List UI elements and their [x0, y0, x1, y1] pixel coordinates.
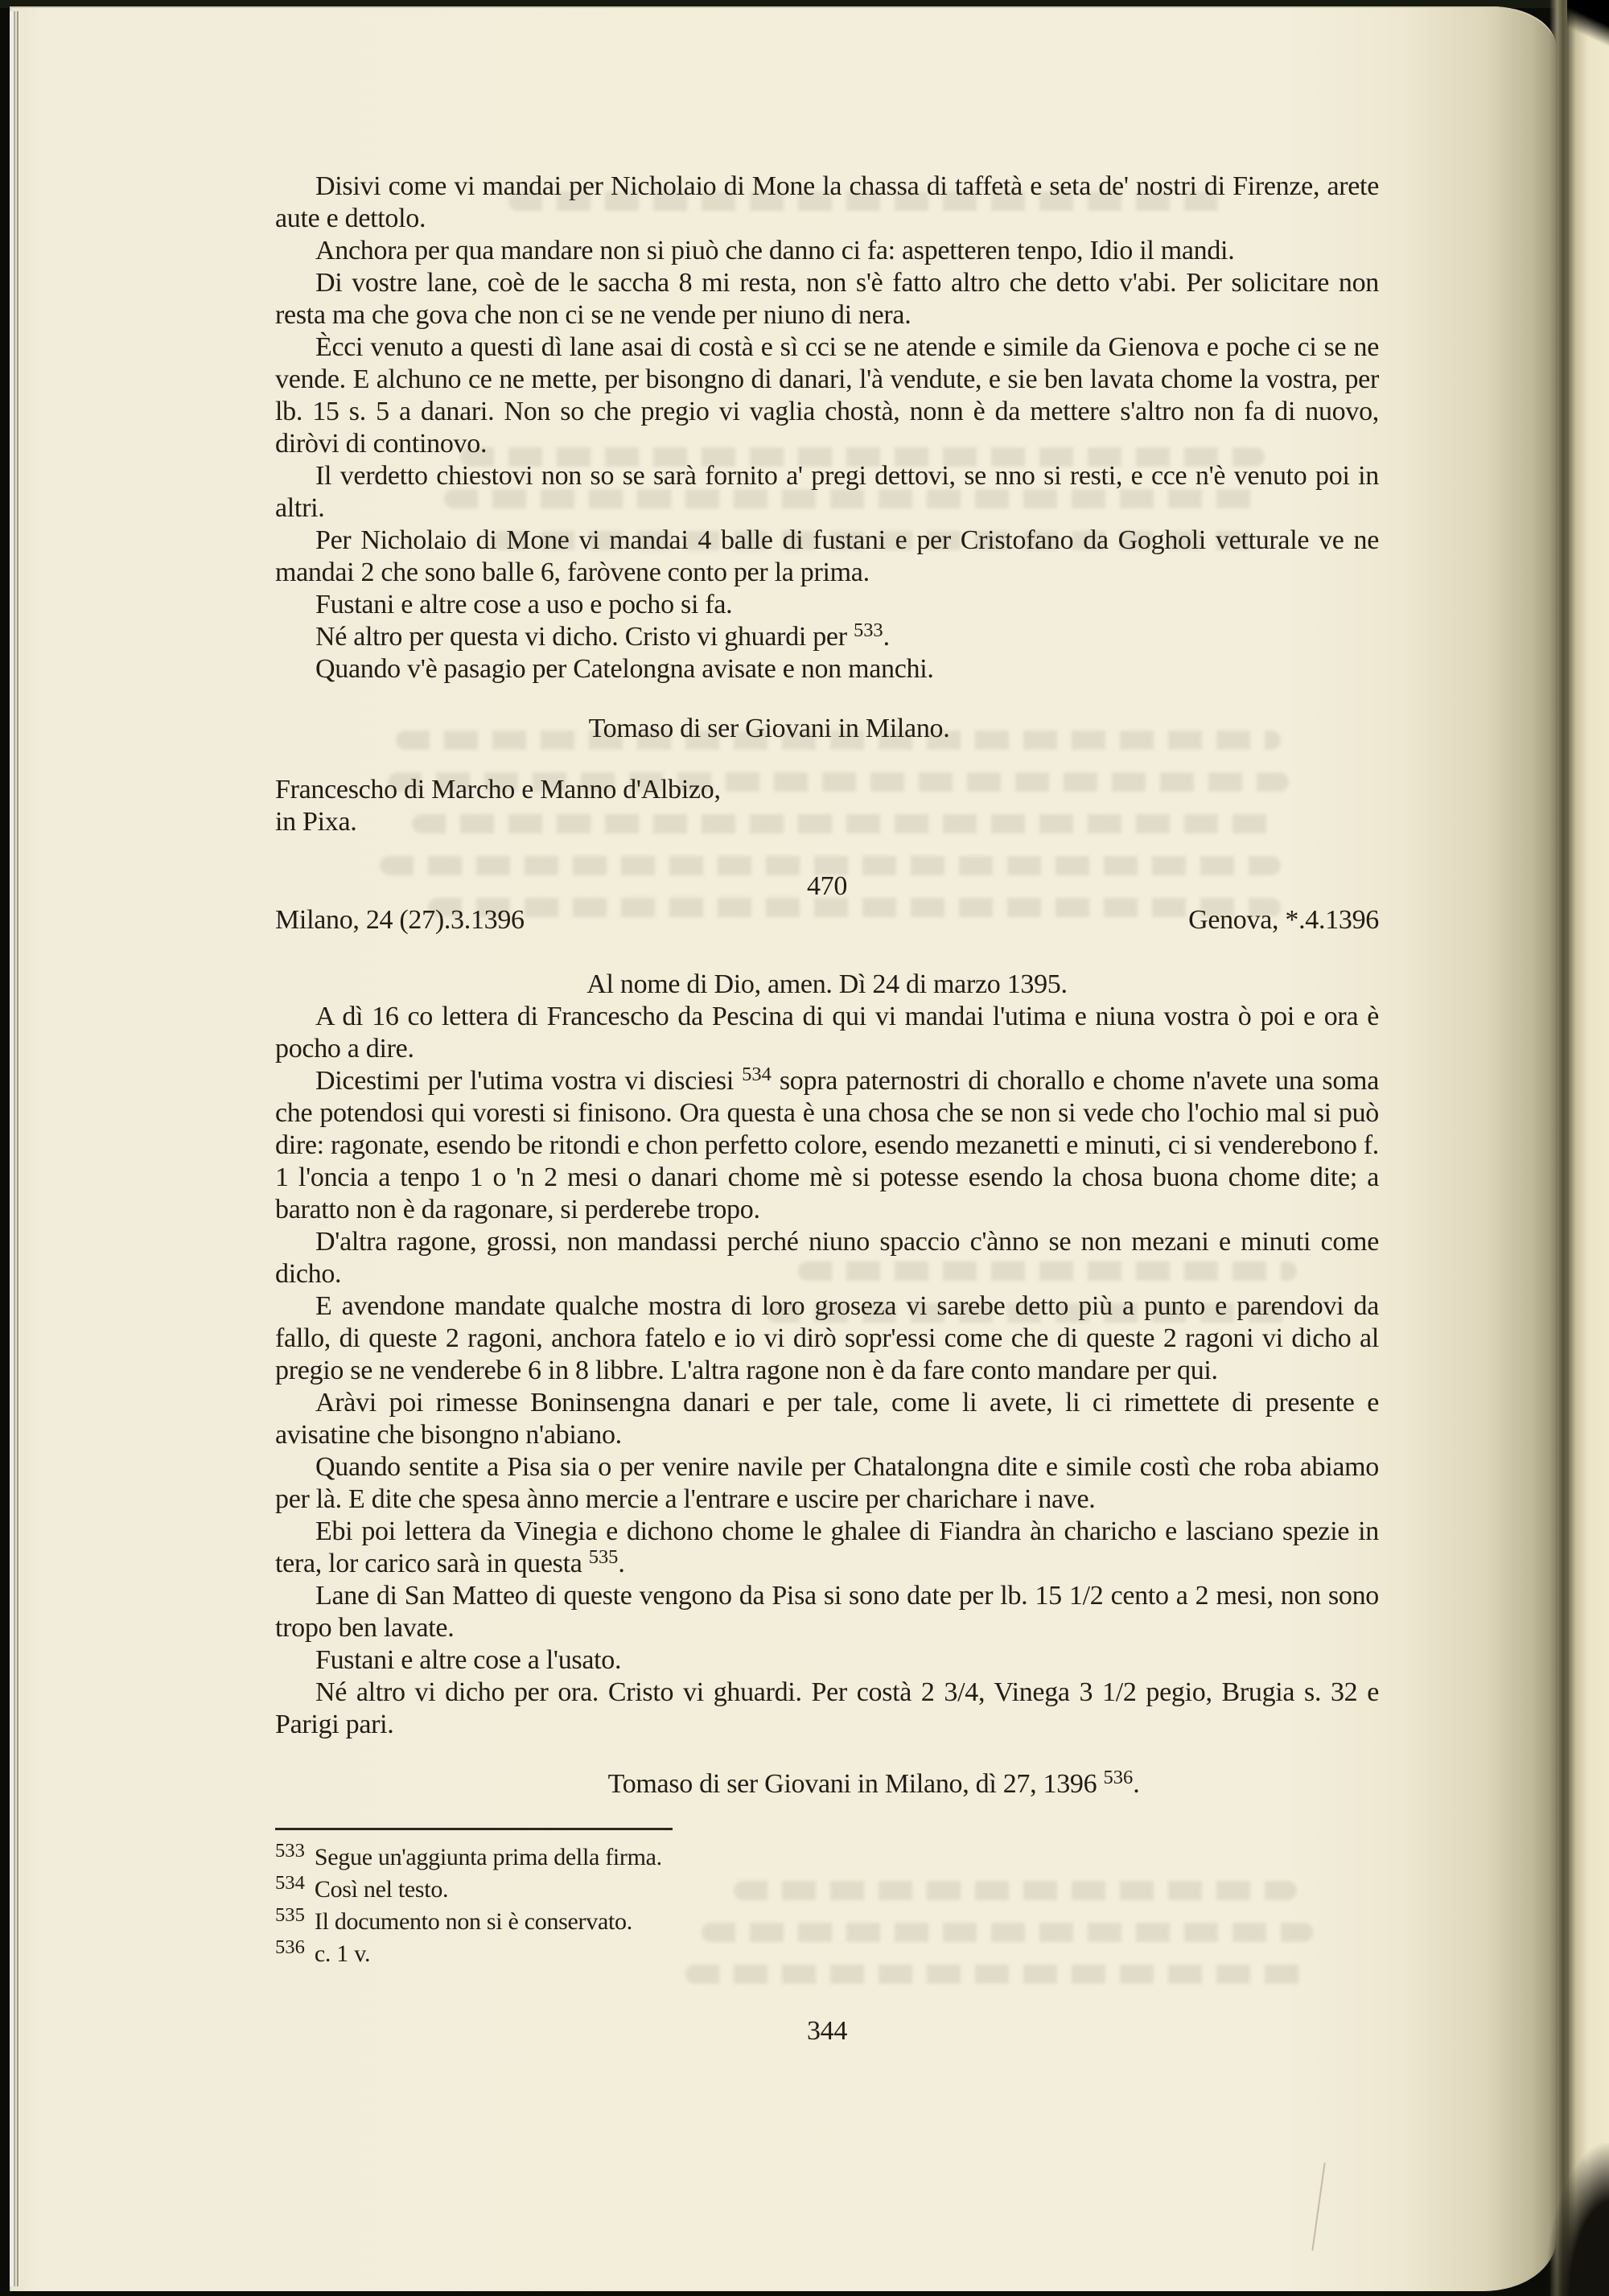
left-page-edge [10, 11, 20, 2286]
paragraph: Ebi poi lettera da Vinegia e dichono chome le ghalee di Fiandra àn charicho e lasciano spezie in tera, lor carico sarà in questa $^{535}$. [275, 1516, 1379, 1578]
page-number: 344 [806, 2016, 848, 2046]
text-block [275, 6, 1379, 2047]
paragraph: Fustani e altre cose a l'usato. [315, 1645, 622, 1675]
paragraph: Disivi come vi mandai per Nicholaio di Mone la chassa di taffetà e seta de' nostri di Firenze, arete aute e dettolo. [275, 171, 1379, 233]
paragraph: A dì 16 co lettera di Francescho da Pescina di qui vi mandai l'utima e niuna vostra ò poi e ora è pocho a dire. [275, 1002, 1379, 1064]
paragraph: D'altra ragone, grossi, non mandassi perché niuno spaccio c'ànno se non mezani e minuti come dicho. [275, 1227, 1379, 1289]
footnote-marker: 536 [1103, 1766, 1134, 1788]
paragraph: Né altro vi dicho per ora. Cristo vi ghuardi. Per costà 2 3/4, Vinega 3 1/2 pegio, Brugia s. 32 e Parigi pari. [275, 1677, 1379, 1739]
paragraph: Tomaso di ser Giovani in Milano, dì 27, 1396 $^{536}$. [607, 1766, 1140, 1799]
book-page [10, 6, 1556, 2291]
place-date-destination: Genova, *.4.1396 [1188, 905, 1379, 935]
dateline [275, 904, 1379, 936]
paragraph: Per Nicholaio di Mone vi mandai 4 balle di fustani e per Cristofano da Gogholi vetturale ve ne mandai 2 che sono balle 6, faròvene conto per la prima. [275, 525, 1379, 587]
paragraph: Aràvi poi rimesse Boninsengna danari e per tale, come li avete, li ci rimettete di presente e avisatine che bisongno n'abiano. [275, 1388, 1379, 1450]
footnote-number: 533 [275, 1840, 305, 1862]
letter-number: 470 [806, 871, 848, 901]
letter-469-continuation [275, 171, 1379, 838]
letter-470-signature [322, 1768, 1426, 1800]
paragraph: Dicestimi per l'utima vostra vi disciesi $^{534}$ sopra paternostri di chorallo e chome n'avete una soma che potendosi qui voresti si finisono. Ora questa è una chosa che se non si vede cho l'ochio mal si può dire: ragonate, esendo be ritondi e chon perfetto colore, esendo mezanetti e minuti, ci si venderebono f. 1 l'oncia a tenpo 1 o 'n 2 mesi o danari chome mè si potesse esendo la chosa buona chome dite; a baratto non è da ragonare, si perderebe tropo. [275, 1063, 1379, 1224]
footnote-number: 536 [275, 1936, 305, 1959]
address-line: Francescho di Marcho e Manno d'Albizo, [275, 775, 721, 804]
footnote-marker: 535 [588, 1545, 619, 1568]
paragraph: Quando sentite a Pisa sia o per venire navile per Chatalongna dite e simile costì che roba abiamo per là. E dite che spesa ànno mercie a l'entrare e uscire per charichare i nave. [275, 1452, 1379, 1514]
footnote: $^{533}$ Segue un'aggiunta prima della firma. [275, 1840, 662, 1870]
letter-469-signature: Tomaso di ser Giovani in Milano. [588, 714, 950, 743]
footnotes [275, 1841, 1379, 1970]
gutter-shadow [1549, 0, 1569, 2296]
corner-shadow-top [1567, 0, 1609, 56]
footnote: $^{536}$ c. 1 v. [275, 1936, 371, 1967]
paragraph: Il verdetto chiestovi non so se sarà fornito a' pregi dettovi, se nno si resti, e cce n'è venuto poi in altri. [275, 461, 1379, 523]
next-page-edge [1569, 0, 1609, 2296]
paragraph: Di vostre lane, coè de le saccha 8 mi resta, non s'è fatto altro che detto v'abi. Per solicitare non resta ma che gova che non ci se ne vende per niuno di nera. [275, 268, 1379, 330]
footnote-divider [275, 1828, 673, 1830]
letter-470 [275, 870, 1379, 1800]
letter-470-paragraphs [275, 1001, 1379, 1741]
footnote-marker: 533 [853, 619, 883, 641]
footnote-number: 535 [275, 1904, 305, 1927]
paragraph: Anchora per qua mandare non si piuò che danno ci fa: aspetteren tenpo, Idio il mandi. [315, 236, 1235, 265]
address-line: in Pixa. [275, 807, 357, 837]
paragraph: E avendone mandate qualche mostra di loro groseza vi sarebe detto più a punto e parendovi da fallo, di queste 2 ragoni, anchora fatelo e io vi dirò sopr'essi come che di queste 2 ragoni vi dicho al pregio se ne venderebe 6 in 8 libbre. L'altra ragone non è da fare conto mandare per qui. [275, 1291, 1379, 1385]
paragraph: Fustani e altre cose a uso e pocho si fa. [315, 590, 733, 619]
footnote: $^{535}$ Il documento non si è conservato. [275, 1904, 632, 1935]
letter-469-paragraphs [275, 171, 1379, 685]
paragraph: Quando v'è pasagio per Catelongna avisate e non manchi. [315, 654, 934, 684]
corner-shadow-bottom [1545, 2143, 1609, 2296]
footnote-number: 534 [275, 1872, 305, 1895]
paragraph: Ècci venuto a questi dì lane asai di costà e sì cci se ne atende e simile da Gienova e poche ci se ne vende. E alchuno ce ne mette, per bisongno di danari, l'à vendute, e sie ben lavata chome la vostra, per lb. 15 s. 5 a danari. Non so che pregio vi vaglia chostà, nonn è da mettere s'altro non fa di nuovo, diròvi di continovo. [275, 332, 1379, 459]
paragraph: Né altro per questa vi dicho. Cristo vi ghuardi per $^{533}$. [315, 619, 890, 652]
footnote-marker: 534 [742, 1063, 772, 1085]
recipient-address [275, 774, 1379, 838]
salutation: Al nome di Dio, amen. Dì 24 di marzo 1395. [586, 969, 1068, 999]
footnote: $^{534}$ Così nel testo. [275, 1872, 449, 1903]
paragraph: Lane di San Matteo di queste vengono da Pisa si sono date per lb. 15 1/2 cento a 2 mesi, non sono tropo ben lavate. [275, 1581, 1379, 1643]
place-date-origin: Milano, 24 (27).3.1396 [275, 905, 525, 935]
